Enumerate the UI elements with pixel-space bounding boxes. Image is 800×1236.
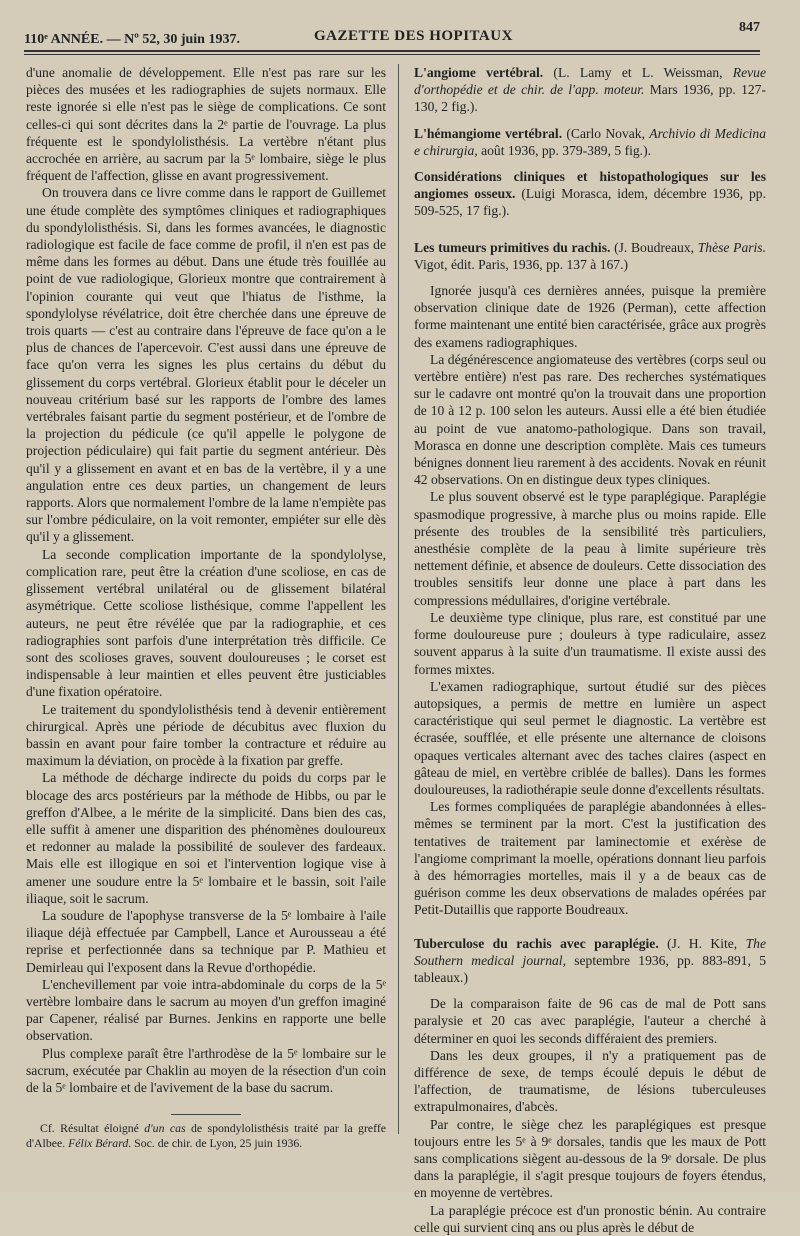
reference-title: Les tumeurs primitives du rachis. [414, 239, 611, 255]
reference-title: L'angiome vertébral. [414, 65, 544, 80]
paragraph: La seconde complication importante de la spondylolyse, complication rare, peut être la création d'une scoliose, en cas de glissement vertébral unilatéral ou de glissement bilatéral asymétrique. Cette scoliose listhésique, comme l'appellent les auteurs, ne peut être révélée que par la radiographie, et ces radiographies sont parfois d'une interprétation très difficile. Ce sont des scolioses graves, souvent douloureuses ; le corset est indispensable à leur maintien et elles peuvent être justiciables d'une fixation opératoire. [26, 546, 386, 700]
reference-authors: (Carlo Novak, [562, 125, 650, 141]
paragraph: L'examen radiographique, surtout étudié sur des pièces autopsiques, a permis de mettre en lumière un aspect caractéristique qui seul permet le diagnostic. La vertèbre est écrasée, soufflée, et elle présente une alternance de cloisons opaques verticales alternant avec des taches claires (aspect en gâteau de miel, en vertèbre criblée de balles). Dans les formes douloureuses, la radiothérapie seule donne d'excellents résultats. [414, 678, 766, 797]
right-column [414, 64, 766, 1236]
spacer [414, 919, 766, 935]
paragraph: d'une anomalie de développement. Elle n'est pas rare sur les pièces des musées et les radiographies de sujets normaux. Elle reste ignorée si elle n'est pas le siège de complications. Ce sont celles-ci qui sont décrites dans la 2ᵉ partie de l'ouvrage. La plus fréquente est le spondylolisthésis. La vertèbre n'étant plus accrochée en arrière, au sacrum par la 5ᵉ lombaire, siège le plus fréquent de l'affection, glisse en avant progressivement. [26, 65, 386, 184]
footnote-source: . Soc. de chir. de Lyon, 25 juin 1936. [128, 1136, 303, 1151]
paragraph: La paraplégie précoce est d'un pronostic bénin. Au contraire celle qui survient cinq ans ou plus après le début de [414, 1202, 766, 1235]
reference-authors: (J. H. Kite, [658, 935, 746, 951]
paragraph: Le traitement du spondylolisthésis tend à devenir entièrement chirurgical. Après une période de décubitus avec fluxion du bassin en avant pour faire tomber la contracture et réduire au maximum la déviation, on procède à la fixation par greffe. [26, 701, 386, 769]
footnote-text: de spondylolisthésis traité par la greffe d'Albee. [26, 1121, 387, 1151]
paragraph: L'enchevillement par voie intra-abdominale du corps de la 5ᵉ vertèbre lombaire dans le sacrum au moyen d'un greffon imaginé par Capener, réalisé par Burnes. Jenkins en rapporte une belle observation. [26, 976, 386, 1044]
reference-details: (Luigi Morasca, idem, décembre 1936, pp. 509-525, 17 fig.). [414, 186, 766, 219]
paragraph: La méthode de décharge indirecte du poids du corps par le blocage des arcs postérieurs par la méthode de Hibbs, ou par le greffon d'Albee, a le mérite de la simplicité. Dans bien des cas, elle suffit à amener une disparition des phénomènes douloureux et redonner au malade la possibilité de soulever des fardeaux. Mais elle est illogique en soi et l'intervention logique vise à amener une soudure entre la 5ᵉ lombaire et le bassin, soit l'aile iliaque, soit le sacrum. [26, 770, 386, 906]
reference-angiome [414, 64, 766, 116]
reference-details: Vigot, édit. Paris, 1936, pp. 137 à 167.) [414, 256, 629, 272]
reference-details: août 1936, pp. 379-389, 5 fig.). [477, 142, 651, 158]
issue-info: 110ᵉ ANNÉE. — Nº 52, 30 juin 1937. [24, 32, 240, 47]
reference-journal: Revue d'orthopédie et de chir. de l'app. moteur. [414, 65, 766, 98]
paragraph: Plus complexe paraît être l'arthrodèse de la 5ᵉ lombaire sur le sacrum, exécutée par Chaklin au moyen de la résection d'un coin de la 5ᵉ lombaire et de l'avivement de la base du sacrum. [26, 1045, 386, 1095]
page-number: 847 [739, 20, 760, 35]
header-rule-thick [24, 50, 760, 52]
reference-tuberculose [414, 935, 766, 987]
reference-details: septembre 1936, pp. 883-891, 5 tableaux.) [414, 952, 767, 985]
journal-title: GAZETTE DES HOPITAUX [314, 28, 513, 44]
reference-details: Mars 1936, pp. 127-130, 2 fig.). [414, 82, 767, 115]
reference-journal: Archivio di Medicina e chirurgia, [414, 125, 766, 158]
paragraph: La soudure de l'apophyse transverse de la 5ᵉ lombaire à l'aile iliaque déjà effectuée par Campbell, Lance et Aurousseau a été reprise et perfectionnée dans sa technique par P. Mathieu et Demirleau qui l'exposent dans la Revue d'orthopédie. [26, 907, 386, 975]
reference-angiomes-osseux [414, 168, 766, 220]
paragraph: Le deuxième type clinique, plus rare, est constitué par une forme douloureuse pure ; douleurs à type radiculaire, assez souvent apparus à la suite d'un traumatisme. Il existe aussi des formes mixtes. [414, 609, 766, 677]
reference-journal: Thèse Paris. [697, 239, 766, 255]
paragraph: Le plus souvent observé est le type paraplégique. Paraplégie spasmodique progressive, à marche plus ou moins rapide. Elle présente des troubles de la sensibilité très particuliers, anesthésie complète de la peau à limite supérieure très nettement définie, et absence de douleurs. Cette dissociation des troubles sensitifs leur donne une place à part dans les compressions médullaires, d'origine vertébrale. [414, 489, 766, 608]
paragraph: De la comparaison faite de 96 cas de mal de Pott sans paralysie et 20 cas avec paraplégie, l'auteur a cherché à déterminer en quoi les seconds différaient des premiers. [414, 996, 766, 1046]
footnote-text: Cf. Résultat éloigné [40, 1121, 145, 1136]
reference-hemangiome [414, 125, 766, 159]
spacer [414, 229, 766, 239]
reference-title: Considérations cliniques et histopathologiques sur les angiomes osseux. [414, 169, 766, 202]
paragraph: La dégénérescence angiomateuse des vertèbres (corps seul ou vertèbre entière) n'est pas rare. Des recherches systématiques sur le cadavre ont montré qu'on la trouvait dans une proportion de 10 à 12 p. 100 selon les auteurs. Aussi elle a été bien étudiée au point de vue anatomo-pathologique. Dans son travail, Morasca en donne une description complète. Mais ces tumeurs bénignes donnent lieu rarement à des accidents. Novak en réunit 42 observations. On en distingue deux types cliniques. [414, 351, 766, 488]
paragraph: Ignorée jusqu'à ces dernières années, puisque la première observation clinique date de 1926 (Perman), cette affection forme maintenant une entité bien caractérisée, grâce aux progrès des examens radiographiques. [414, 283, 766, 350]
reference-title: L'hémangiome vertébral. [414, 125, 563, 141]
reference-journal: The Southern medical journal, [414, 935, 766, 968]
paragraph: Par contre, le siège chez les paraplégiques est presque toujours entre les 5ᵉ à 9ᵉ dorsales, tandis que les maux de Pott sans complications siègent au-dessous de la 9ᵉ dorsale. De plus dans la paraplégie, il s'agit presque toujours de foyers étendus, en moyenne de vertèbres. [414, 1116, 766, 1201]
reference-title: Tuberculose du rachis avec paraplégie. [414, 935, 659, 951]
footnote-italic: d'un cas [144, 1121, 186, 1136]
footnote-author: Félix Bérard [68, 1136, 129, 1151]
paragraph: Dans les deux groupes, il n'y a pratiquement pas de différence de sexe, de temps écoulé depuis le début de l'affection, de traumatisme, de lésions tuberculeuses extrapulmonaires, d'abcès. [414, 1047, 766, 1115]
reference-authors: (J. Boudreaux, [610, 239, 698, 255]
column-divider [398, 64, 399, 1134]
paragraph: Les formes compliquées de paraplégie abandonnées à elles-mêmes se terminent par la mort. C'est la justification des tentatives de traitement par laminectomie et exérèse de l'angiome comprimant la moelle, opérations donnant lieu parfois à des hémorragies mortelles, mais il y a de beaux cas de guérison comme les deux observations de malades opérées par Petit-Dutaillis que rapporte Boudreaux. [414, 799, 766, 918]
header-rule-thin [24, 54, 760, 55]
reference-authors: (L. Lamy et L. Weissman, [543, 65, 733, 80]
footnote [26, 1121, 386, 1151]
paragraph: On trouvera dans ce livre comme dans le rapport de Guillemet une étude complète des symptômes cliniques et radiographiques du spondylolisthésis. Si, dans les formes avancées, le diagnostic radiologique est facile de face comme de profil, il n'en est pas de même dans les formes au début. Dans une étude très fouillée au point de vue radiologique, Glorieux montre que contrairement à l'opinion courante qui veut que l'hiatus de l'isthme, la spondylolyse révélatrice, doit être cherchée dans une épreuve de trois quarts — c'est au contraire dans l'épreuve de face qu'on a le plus de chances de l'apercevoir. C'est aussi dans une épreuve de face qu'on verra les signes les plus certains du début du glissement du corps vertébral. Glorieux établit pour le déceler un nouveau critérium basé sur les rapports de l'ombre des lames vertébrales faisant partie du segment postérieur, et de l'ombre de la projection du pédicule (ce qu'il appelle le polygone de projection pédiculaire) qui fait partie du segment antérieur. Dès qu'il y a glissement en avant et en bas de la vertèbre, il y a une angulation entre ces deux parties, un changement de leurs rapports. Alors que normalement l'ombre de la lame n'empiète pas sur l'ombre pédiculaire, on la voit remonter, empiéter sur elle dès qu'il y a glissement. [26, 185, 386, 545]
footnote-rule [171, 1114, 241, 1115]
left-column [26, 64, 386, 1151]
page-header [24, 18, 760, 58]
reference-tumeurs [414, 239, 766, 273]
